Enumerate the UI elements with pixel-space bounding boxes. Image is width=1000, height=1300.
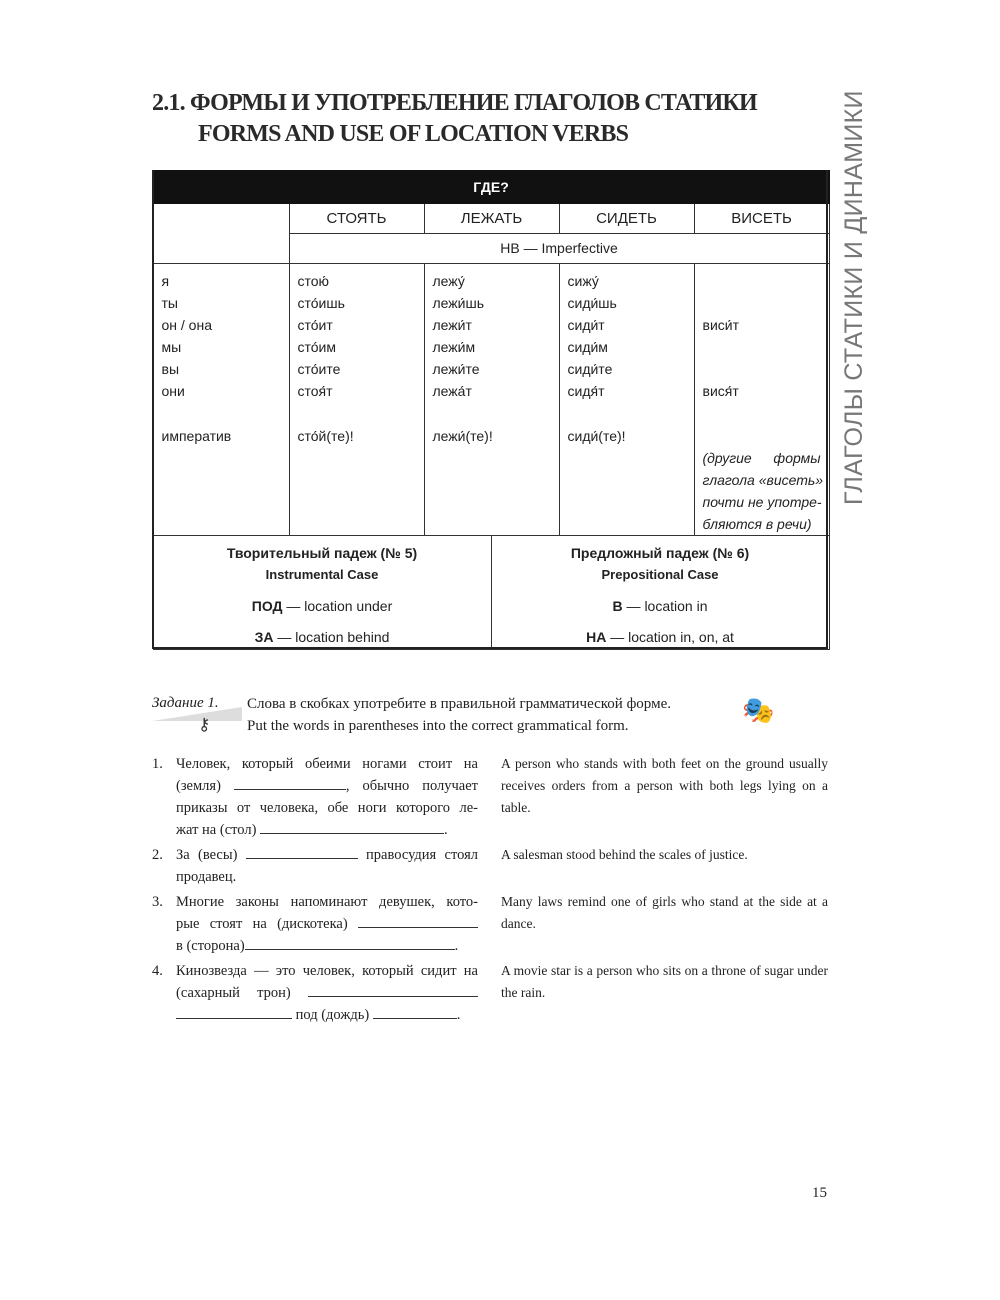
exercise-number: 1.	[152, 756, 163, 772]
exercise-text: .	[454, 938, 459, 954]
verb-form: сидя́т	[567, 382, 605, 399]
exercise-text: Многие законы напоминают девушек, кото-	[176, 894, 478, 910]
theater-masks-icon: 🎭	[742, 695, 775, 725]
verb-column	[424, 263, 559, 535]
empty-cell	[153, 203, 289, 263]
exercise-text: (сахарный трон)	[176, 985, 291, 1001]
task-label: Задание 1.	[152, 695, 219, 711]
pronoun: он / она	[161, 316, 212, 333]
preposition-meaning: — location in, on, at	[606, 628, 734, 645]
verb-form	[703, 292, 829, 314]
pronoun-column	[153, 263, 289, 535]
exercise-item	[152, 891, 828, 957]
instrumental-case	[153, 535, 491, 649]
exercise-text: правосудия стоял	[366, 847, 478, 863]
page-number: 15	[812, 1185, 827, 1201]
answer-blank[interactable]	[245, 935, 455, 950]
page-title	[152, 88, 822, 150]
exercise-text: под (дождь)	[295, 1007, 370, 1023]
verb-column	[559, 263, 694, 535]
answer-blank[interactable]	[176, 1004, 292, 1019]
exercise-text: в (сторона)	[176, 938, 245, 954]
answer-blank[interactable]	[308, 982, 478, 997]
preposition: ПОД	[251, 597, 283, 614]
preposition: ЗА	[254, 628, 274, 645]
answer-blank[interactable]	[373, 1004, 457, 1019]
note-line: (другие формы	[702, 449, 821, 466]
preposition-meaning: — location under	[282, 597, 393, 614]
verb-form: лежа́т	[432, 382, 472, 399]
verb-column	[289, 263, 424, 535]
case-title: Творительный падеж (№ 5)	[226, 544, 418, 561]
verb-form: лежу́	[432, 272, 465, 289]
verb-column	[694, 263, 829, 535]
verb-form: сиди́т	[567, 316, 605, 333]
verb-header: СИДЕТЬ	[559, 203, 694, 233]
exercise-translation: A salesman stood behind the scales of justice.	[501, 847, 748, 862]
verb-form: вися́т	[702, 382, 739, 399]
pronoun: они	[161, 382, 185, 399]
verb-form: лежи́м	[432, 338, 476, 355]
exercise-translation: Many laws remind one of girls who stand at the side at a dance.	[501, 894, 828, 931]
note-line: глагола «висеть»	[702, 471, 824, 488]
verb-form: сто́им	[297, 338, 336, 355]
answer-blank[interactable]	[358, 913, 478, 928]
exercise-item	[152, 960, 828, 1026]
verb-form: сто́ит	[297, 316, 333, 333]
task-header	[152, 693, 732, 739]
prepositional-case	[491, 535, 829, 649]
exercise-text: рые стоят на (дискотека)	[176, 916, 348, 932]
pronoun: я	[161, 272, 170, 289]
verb-form: сижу́	[567, 272, 599, 289]
verb-header: ЛЕЖАТЬ	[424, 203, 559, 233]
exercise-number: 2.	[152, 847, 163, 863]
exercise-text: За (весы)	[176, 847, 238, 863]
imperative-form: сто́й(те)!	[297, 427, 354, 444]
title-ru: 2.1. ФОРМЫ И УПОТРЕБЛЕНИЕ ГЛАГОЛОВ СТАТИКИ	[152, 90, 757, 116]
table-header: ГДЕ?	[153, 171, 829, 203]
note-line: бляются в речи)	[702, 515, 812, 532]
imperative-form	[703, 425, 829, 447]
verb-form: стою́	[297, 272, 330, 289]
imperative-label: императив	[161, 427, 232, 444]
verb-form: сиди́те	[567, 360, 613, 377]
verb-form: сиди́шь	[567, 294, 617, 311]
verb-form: лежи́т	[432, 316, 472, 333]
answer-blank[interactable]	[260, 819, 444, 834]
imperative-form: сиди́(те)!	[567, 427, 626, 444]
pronoun: мы	[161, 338, 182, 355]
preposition-meaning: — location in	[622, 597, 708, 614]
exercise-text: .	[444, 822, 448, 838]
case-title: Предложный падеж (№ 6)	[570, 544, 750, 561]
verb-form	[703, 358, 829, 380]
imperative-form: лежи́(те)!	[432, 427, 493, 444]
side-section-title: ГЛАГОЛЫ СТАТИКИ И ДИНАМИКИ	[840, 90, 868, 505]
title-en: FORMS AND USE OF LOCATION VERBS	[198, 121, 629, 147]
preposition: В	[612, 597, 623, 614]
verb-form: лежи́те	[432, 360, 480, 377]
answer-blank[interactable]	[234, 775, 346, 790]
verb-form	[703, 336, 829, 358]
verb-form: сто́ишь	[297, 294, 345, 311]
exercise-number: 4.	[152, 963, 163, 979]
task-instruction-en: Put the words in parentheses into the correct grammatical form.	[247, 718, 629, 734]
exercise-text: .	[456, 1007, 461, 1023]
aspect-label: НВ — Imperfective	[289, 233, 829, 263]
conjugation-table	[152, 170, 830, 650]
exercise-text: жат на (стол)	[176, 822, 257, 838]
exercise-list	[152, 753, 828, 1029]
verb-form: стоя́т	[297, 382, 333, 399]
exercise-text: Кинозвезда — это человек, который сидит на	[176, 963, 478, 979]
exercise-text: Человек, который обеими ногами стоит на	[176, 756, 478, 772]
key-icon: ⚷	[198, 715, 211, 734]
verb-header: СТОЯТЬ	[289, 203, 424, 233]
task-instruction-ru: Слова в скобках употребите в правильной грамматической форме.	[247, 696, 671, 712]
exercise-translation: A person who stands with both feet on the ground usually receives orders from a person with both legs lying on a table.	[501, 756, 828, 815]
pronoun: ты	[161, 294, 178, 311]
case-subtitle: Prepositional Case	[601, 566, 719, 582]
pronoun: вы	[161, 360, 179, 377]
verb-form: сиди́м	[567, 338, 608, 355]
exercise-item	[152, 753, 828, 841]
exercise-text: продавец.	[176, 869, 237, 885]
exercise-text: , обычно получает	[345, 778, 478, 794]
verb-form: сто́ите	[297, 360, 341, 377]
preposition: НА	[586, 628, 607, 645]
exercise-translation: A movie star is a person who sits on a throne of sugar under the rain.	[501, 963, 828, 1000]
preposition-meaning: — location behind	[273, 628, 390, 645]
exercise-text: (земля)	[176, 778, 221, 794]
case-subtitle: Instrumental Case	[265, 566, 379, 582]
verb-form: виси́т	[702, 316, 739, 333]
verb-header: ВИСЕТЬ	[694, 203, 829, 233]
exercise-item	[152, 844, 828, 888]
exercise-text: приказы от человека, обе ноги которого ле-	[176, 800, 478, 816]
verb-form	[703, 270, 829, 292]
exercise-number: 3.	[152, 894, 163, 910]
verb-form: лежи́шь	[432, 294, 485, 311]
note-line: почти не употре-	[702, 493, 822, 510]
answer-blank[interactable]	[246, 844, 358, 859]
